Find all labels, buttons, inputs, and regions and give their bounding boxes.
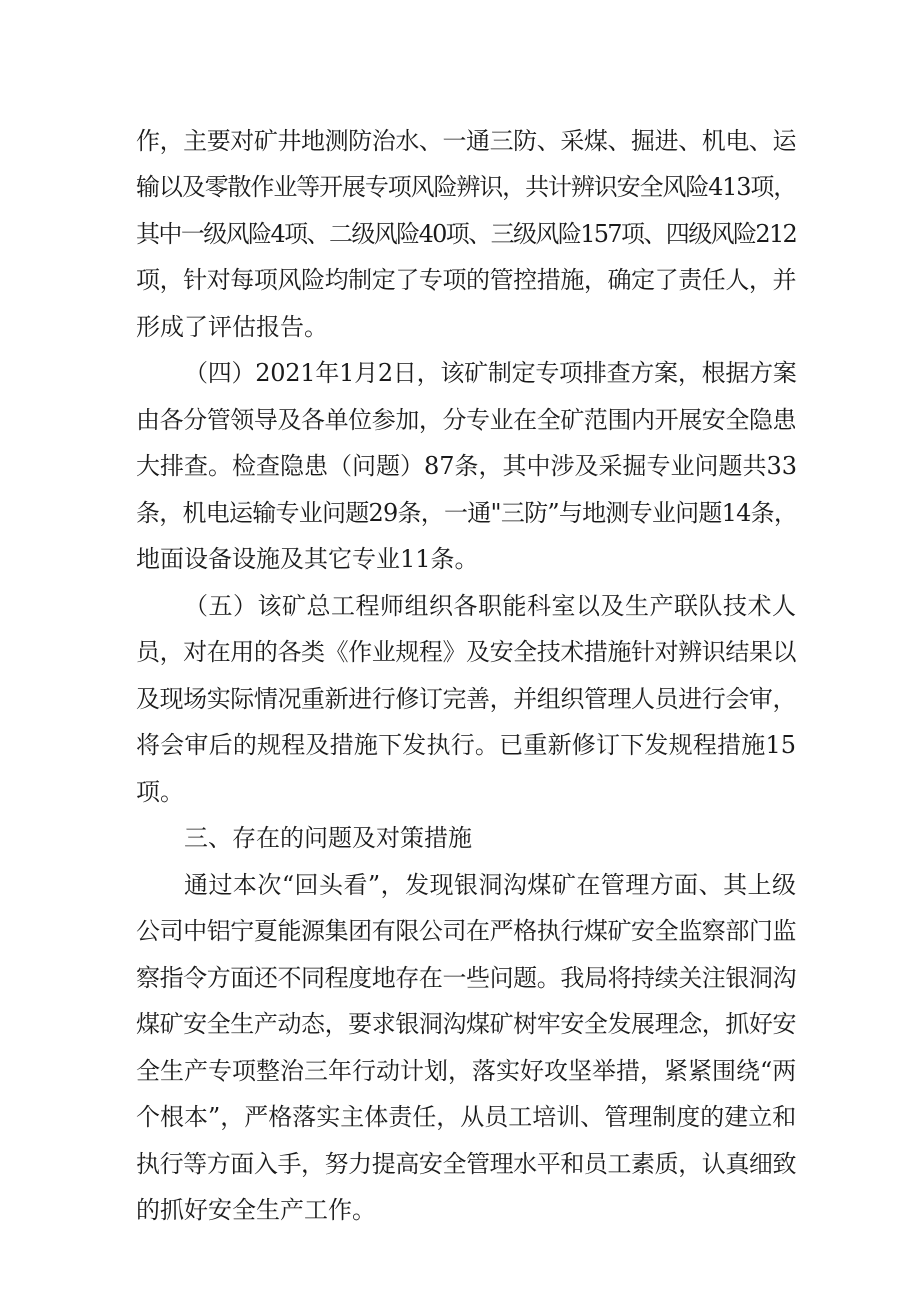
text-line: （五）该矿总工程师组织各职能科室以及生产联队技术人 [184,592,796,620]
text-line: 的抓好安全生产工作。 [136,1196,376,1224]
text-line: 大排查。检查隐患（问题）87条，其中涉及采掘专业问题共33 [136,452,798,480]
text-line: 执行等方面入手，努力提高安全管理水平和员工素质，认真细致 [136,1150,796,1178]
text-line: 察指令方面还不同程度地存在一些问题。我局将持续关注银洞沟 [136,964,796,992]
text-line: 其中一级风险4项、二级风险40项、三级风险157项、四级风险212 [136,220,796,248]
text-line: 由各分管领导及各单位参加，分专业在全矿范围内开展安全隐患 [136,406,796,434]
text-line: 项。 [136,778,184,806]
text-line: 煤矿安全生产动态，要求银洞沟煤矿树牢安全发展理念，抓好安 [136,1010,796,1038]
text-line: 形成了评估报告。 [136,313,328,341]
section-heading: 三、存在的问题及对策措施 [184,824,472,852]
text-line: 通过本次“回头看”，发现银洞沟煤矿在管理方面、其上级 [184,871,796,899]
text-line: 地面设备设施及其它专业11条。 [136,545,479,573]
text-line: 个根本”，严格落实主体责任，从员工培训、管理制度的建立和 [136,1103,797,1131]
text-line: 条，机电运输专业问题29条，一通"三防”与地测专业问题14条， [136,499,798,527]
text-line: 作，主要对矿井地测防治水、一通三防、采煤、掘进、机电、运 [136,127,796,155]
text-line: 输以及零散作业等开展专项风险辨识，共计辨识安全风险413项， [136,173,796,201]
text-line: 及现场实际情况重新进行修订完善，并组织管理人员进行会审， [136,685,796,713]
text-line: （四）2021年1月2日，该矿制定专项排查方案，根据方案 [184,359,797,387]
text-line: 员，对在用的各类《作业规程》及安全技术措施针对辨识结果以 [136,638,796,666]
text-line: 项，针对每项风险均制定了专项的管控措施，确定了责任人，并 [136,266,796,294]
text-line: 全生产专项整治三年行动计划，落实好攻坚举措，紧紧围绕“两 [136,1057,797,1085]
text-line: 将会审后的规程及措施下发执行。已重新修订下发规程措施15 [136,731,796,759]
text-line: 公司中铝宁夏能源集团有限公司在严格执行煤矿安全监察部门监 [136,917,796,945]
